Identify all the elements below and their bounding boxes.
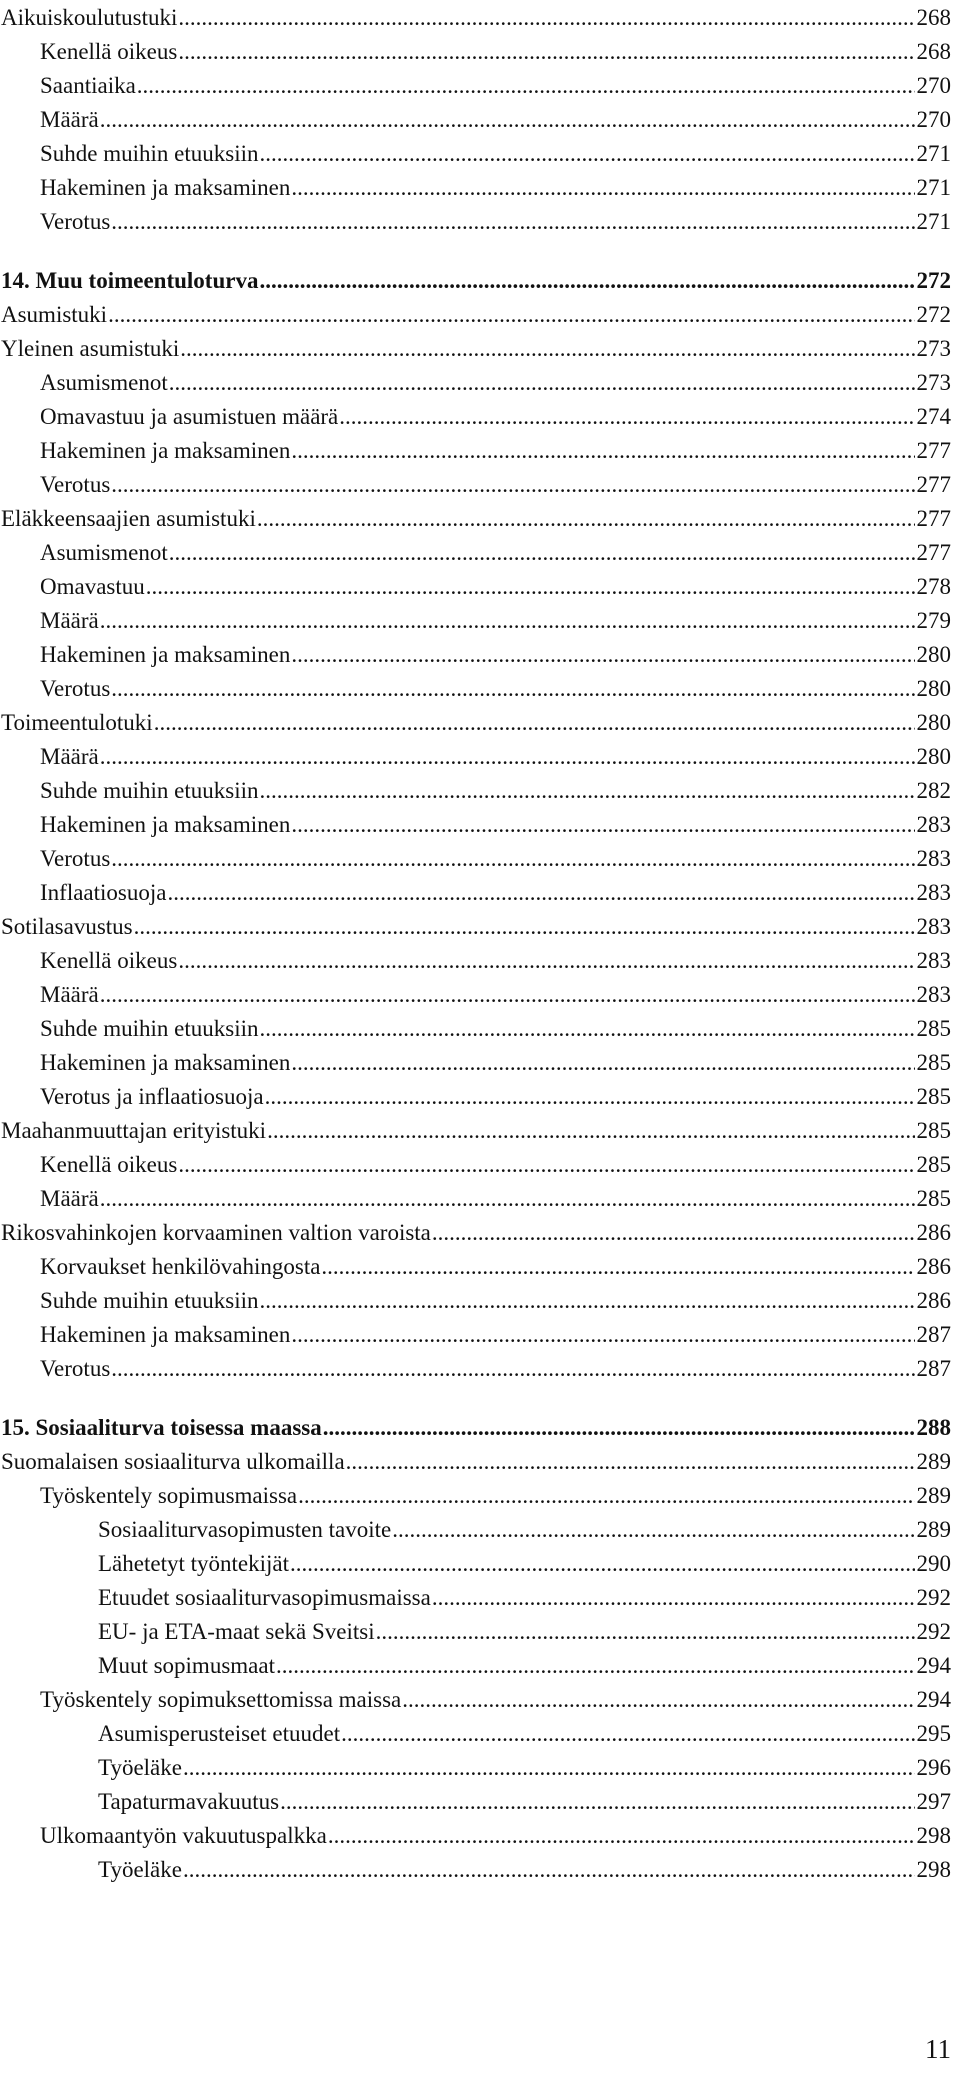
toc-entry-page: 286 bbox=[916, 1220, 951, 1245]
toc-entry-page: 280 bbox=[916, 676, 951, 701]
dot-leader bbox=[100, 740, 915, 774]
dot-leader bbox=[146, 570, 915, 604]
dot-leader bbox=[280, 1785, 914, 1819]
toc-entry-page: 277 bbox=[916, 438, 951, 463]
toc-entry-page: 285 bbox=[916, 1118, 951, 1143]
toc-entry[interactable] bbox=[98, 1547, 951, 1581]
toc-entry-title: Rikosvahinkojen korvaaminen valtion varoista bbox=[1, 1220, 431, 1245]
toc-entry[interactable] bbox=[40, 1250, 951, 1284]
dot-leader bbox=[100, 103, 915, 137]
toc-entry[interactable] bbox=[40, 137, 951, 171]
toc-entry-page: 283 bbox=[916, 812, 951, 837]
toc-entry-page: 298 bbox=[916, 1823, 951, 1848]
dot-leader bbox=[323, 1411, 915, 1445]
toc-entry-title: Suhde muihin etuuksiin bbox=[40, 1016, 259, 1041]
toc-entry[interactable] bbox=[98, 1649, 951, 1683]
toc-entry-title: Inflaatiosuoja bbox=[40, 880, 167, 905]
toc-entry-title: Hakeminen ja maksaminen bbox=[40, 812, 291, 837]
dot-leader bbox=[290, 1547, 915, 1581]
toc-entry[interactable] bbox=[98, 1615, 951, 1649]
dot-leader bbox=[260, 1012, 915, 1046]
toc-entry-title: Kenellä oikeus bbox=[40, 1152, 178, 1177]
toc-entry[interactable] bbox=[1, 910, 951, 944]
toc-entry-title: EU- ja ETA-maat sekä Sveitsi bbox=[98, 1619, 375, 1644]
dot-leader bbox=[100, 604, 915, 638]
toc-entry-title: Verotus ja inflaatiosuoja bbox=[40, 1084, 264, 1109]
dot-leader bbox=[169, 536, 915, 570]
toc-entry[interactable] bbox=[40, 1046, 951, 1080]
dot-leader bbox=[137, 69, 915, 103]
toc-entry-title: Verotus bbox=[40, 472, 111, 497]
dot-leader bbox=[265, 1080, 915, 1114]
dot-leader bbox=[341, 1717, 914, 1751]
toc-entry-page: 278 bbox=[916, 574, 951, 599]
toc-entry-page: 271 bbox=[916, 175, 951, 200]
toc-entry-title: Verotus bbox=[40, 676, 111, 701]
toc-entry-page: 280 bbox=[916, 642, 951, 667]
toc-entry[interactable] bbox=[98, 1717, 951, 1751]
toc-entry-title: Työskentely sopimusmaissa bbox=[40, 1483, 298, 1508]
toc-entry-page: 297 bbox=[916, 1789, 951, 1814]
toc-entry-title: Työskentely sopimuksettomissa maissa bbox=[40, 1687, 402, 1712]
toc-entry-page: 273 bbox=[916, 336, 951, 361]
toc-entry[interactable] bbox=[1, 706, 951, 740]
toc-entry-title: 14. Muu toimeentuloturva bbox=[1, 268, 259, 293]
toc-entry-title: Etuudet sosiaaliturvasopimusmaissa bbox=[98, 1585, 431, 1610]
toc-entry[interactable] bbox=[1, 1114, 951, 1148]
toc-entry-title: Hakeminen ja maksaminen bbox=[40, 438, 291, 463]
toc-entry-title: Määrä bbox=[40, 1186, 99, 1211]
toc-entry-title: Muut sopimusmaat bbox=[98, 1653, 275, 1678]
toc-entry-title: Kenellä oikeus bbox=[40, 948, 178, 973]
toc-entry-title: Toimeentulotuki bbox=[1, 710, 153, 735]
toc-entry-title: Määrä bbox=[40, 982, 99, 1007]
toc-entry[interactable] bbox=[40, 366, 951, 400]
toc-entry-title: Lähetetyt työntekijät bbox=[98, 1551, 289, 1576]
dot-leader bbox=[167, 876, 914, 910]
toc-entry-title: Suhde muihin etuuksiin bbox=[40, 141, 259, 166]
toc-entry-title: Tapaturmavakuutus bbox=[98, 1789, 280, 1814]
toc-entry[interactable] bbox=[1, 1445, 951, 1479]
toc-entry-page: 285 bbox=[916, 1016, 951, 1041]
toc-entry-page: 280 bbox=[916, 710, 951, 735]
toc-entry-page: 277 bbox=[916, 506, 951, 531]
toc-entry-page: 273 bbox=[916, 370, 951, 395]
toc-entry-title: Sotilasavustus bbox=[1, 914, 133, 939]
toc-entry-page: 270 bbox=[916, 73, 951, 98]
dot-leader bbox=[178, 35, 914, 69]
toc-entry[interactable] bbox=[40, 1683, 951, 1717]
dot-leader bbox=[100, 978, 915, 1012]
dot-leader bbox=[291, 434, 914, 468]
toc-entry[interactable] bbox=[40, 536, 951, 570]
dot-leader bbox=[276, 1649, 915, 1683]
toc-entry-page: 268 bbox=[916, 5, 951, 30]
toc-entry-title: Yleinen asumistuki bbox=[1, 336, 180, 361]
toc-entry-page: 285 bbox=[916, 1050, 951, 1075]
dot-leader bbox=[432, 1216, 915, 1250]
toc-entry-title: Asumisperusteiset etuudet bbox=[98, 1721, 341, 1746]
toc-entry-page: 289 bbox=[916, 1483, 951, 1508]
toc-entry-title: Aikuiskoulutustuki bbox=[1, 5, 178, 30]
toc-entry[interactable] bbox=[40, 672, 951, 706]
toc-entry-page: 277 bbox=[916, 540, 951, 565]
dot-leader bbox=[260, 1284, 915, 1318]
toc-entry-page: 295 bbox=[916, 1721, 951, 1746]
toc-entry[interactable] bbox=[40, 740, 951, 774]
dot-leader bbox=[183, 1751, 915, 1785]
toc-entry-title: Kenellä oikeus bbox=[40, 39, 178, 64]
toc-entry[interactable] bbox=[40, 876, 951, 910]
toc-entry-page: 283 bbox=[916, 880, 951, 905]
toc-entry[interactable] bbox=[40, 570, 951, 604]
dot-leader bbox=[432, 1581, 915, 1615]
dot-leader bbox=[291, 808, 914, 842]
toc-entry[interactable] bbox=[40, 944, 951, 978]
toc-entry[interactable] bbox=[40, 468, 951, 502]
toc-entry[interactable] bbox=[40, 638, 951, 672]
dot-leader bbox=[376, 1615, 915, 1649]
dot-leader bbox=[291, 1318, 914, 1352]
toc-entry[interactable] bbox=[98, 1785, 951, 1819]
toc-entry-page: 271 bbox=[916, 209, 951, 234]
toc-entry-page: 270 bbox=[916, 107, 951, 132]
toc-entry-title: Hakeminen ja maksaminen bbox=[40, 1322, 291, 1347]
page-number: 11 bbox=[925, 2034, 951, 2064]
dot-leader bbox=[260, 137, 915, 171]
dot-leader bbox=[260, 774, 915, 808]
toc-entry-title: Hakeminen ja maksaminen bbox=[40, 642, 291, 667]
dot-leader bbox=[392, 1513, 914, 1547]
toc-entry[interactable] bbox=[40, 103, 951, 137]
toc-entry-title: Eläkkeensaajien asumistuki bbox=[1, 506, 256, 531]
dot-leader bbox=[111, 672, 914, 706]
toc-entry[interactable] bbox=[1, 502, 951, 536]
toc-entry-title: Omavastuu ja asumistuen määrä bbox=[40, 404, 339, 429]
toc-entry[interactable] bbox=[40, 978, 951, 1012]
toc-entry-page: 286 bbox=[916, 1254, 951, 1279]
toc-entry-page: 282 bbox=[916, 778, 951, 803]
dot-leader bbox=[183, 1853, 915, 1887]
dot-leader bbox=[154, 706, 915, 740]
toc-entry-page: 285 bbox=[916, 1152, 951, 1177]
toc-entry-page: 285 bbox=[916, 1186, 951, 1211]
toc-entry-page: 268 bbox=[916, 39, 951, 64]
toc-entry-page: 294 bbox=[916, 1687, 951, 1712]
toc-entry-page: 272 bbox=[916, 302, 951, 327]
dot-leader bbox=[257, 502, 915, 536]
toc-entry-title: Maahanmuuttajan erityistuki bbox=[1, 1118, 267, 1143]
dot-leader bbox=[111, 468, 914, 502]
toc-entry-page: 272 bbox=[916, 268, 951, 293]
toc-entry-page: 287 bbox=[916, 1322, 951, 1347]
toc-entry-page: 280 bbox=[916, 744, 951, 769]
toc-entry-page: 296 bbox=[916, 1755, 951, 1780]
toc-entry[interactable] bbox=[98, 1513, 951, 1547]
toc-entry[interactable] bbox=[98, 1581, 951, 1615]
toc-entry[interactable] bbox=[98, 1853, 951, 1887]
toc-entry-page: 292 bbox=[916, 1619, 951, 1644]
toc-entry-title: Verotus bbox=[40, 846, 111, 871]
dot-leader bbox=[291, 638, 914, 672]
toc-entry-title: Ulkomaantyön vakuutuspalkka bbox=[40, 1823, 327, 1848]
toc-entry-title: Määrä bbox=[40, 608, 99, 633]
toc-entry-page: 288 bbox=[916, 1415, 951, 1440]
toc-entry-title: Työeläke bbox=[98, 1857, 182, 1882]
dot-leader bbox=[328, 1819, 915, 1853]
toc-entry-title: Määrä bbox=[40, 744, 99, 769]
dot-leader bbox=[291, 1046, 914, 1080]
toc-entry[interactable] bbox=[40, 434, 951, 468]
toc-entry[interactable] bbox=[1, 264, 951, 298]
toc-entry[interactable] bbox=[1, 1216, 951, 1250]
toc-entry-title: Korvaukset henkilövahingosta bbox=[40, 1254, 321, 1279]
toc-entry-page: 290 bbox=[916, 1551, 951, 1576]
toc-entry-page: 287 bbox=[916, 1356, 951, 1381]
dot-leader bbox=[259, 264, 914, 298]
dot-leader bbox=[178, 944, 914, 978]
toc-entry[interactable] bbox=[1, 332, 951, 366]
toc-entry-title: 15. Sosiaaliturva toisessa maassa bbox=[1, 1415, 322, 1440]
toc-entry-title: Asumistuki bbox=[1, 302, 108, 327]
toc-entry-page: 277 bbox=[916, 472, 951, 497]
toc-entry-title: Työeläke bbox=[98, 1755, 182, 1780]
toc-entry[interactable] bbox=[40, 205, 951, 239]
dot-leader bbox=[169, 366, 915, 400]
toc-entry-title: Hakeminen ja maksaminen bbox=[40, 175, 291, 200]
dot-leader bbox=[321, 1250, 914, 1284]
toc-entry[interactable] bbox=[40, 171, 951, 205]
toc-entry[interactable] bbox=[40, 1318, 951, 1352]
toc-entry[interactable] bbox=[40, 1479, 951, 1513]
toc-entry[interactable] bbox=[40, 1080, 951, 1114]
toc-entry[interactable] bbox=[40, 1148, 951, 1182]
toc-entry-page: 283 bbox=[916, 846, 951, 871]
toc-entry[interactable] bbox=[40, 1819, 951, 1853]
toc-entry-page: 283 bbox=[916, 982, 951, 1007]
dot-leader bbox=[346, 1445, 915, 1479]
toc-entry-page: 289 bbox=[916, 1449, 951, 1474]
dot-leader bbox=[111, 842, 914, 876]
toc-entry[interactable] bbox=[40, 69, 951, 103]
toc-entry[interactable] bbox=[40, 808, 951, 842]
dot-leader bbox=[402, 1683, 914, 1717]
toc-entry-page: 283 bbox=[916, 948, 951, 973]
toc-entry[interactable] bbox=[40, 1284, 951, 1318]
dot-leader bbox=[180, 332, 914, 366]
toc-entry-page: 283 bbox=[916, 914, 951, 939]
toc-entry-title: Omavastuu bbox=[40, 574, 145, 599]
toc-entry[interactable] bbox=[98, 1751, 951, 1785]
toc-entry-title: Sosiaaliturvasopimusten tavoite bbox=[98, 1517, 392, 1542]
dot-leader bbox=[100, 1182, 915, 1216]
toc-entry-page: 285 bbox=[916, 1084, 951, 1109]
dot-leader bbox=[267, 1114, 914, 1148]
toc-entry[interactable] bbox=[1, 1, 951, 35]
dot-leader bbox=[339, 400, 914, 434]
toc-entry[interactable] bbox=[1, 1411, 951, 1445]
dot-leader bbox=[111, 205, 914, 239]
dot-leader bbox=[111, 1352, 914, 1386]
toc-entry[interactable] bbox=[40, 774, 951, 808]
toc-entry-page: 289 bbox=[916, 1517, 951, 1542]
toc-entry-title: Suhde muihin etuuksiin bbox=[40, 778, 259, 803]
toc-entry-page: 294 bbox=[916, 1653, 951, 1678]
dot-leader bbox=[178, 1148, 914, 1182]
toc-entry-page: 298 bbox=[916, 1857, 951, 1882]
toc-entry[interactable] bbox=[40, 400, 951, 434]
dot-leader bbox=[178, 1, 914, 35]
dot-leader bbox=[291, 171, 914, 205]
toc-entry[interactable] bbox=[40, 1182, 951, 1216]
toc-entry[interactable] bbox=[40, 842, 951, 876]
toc-entry-page: 279 bbox=[916, 608, 951, 633]
dot-leader bbox=[298, 1479, 914, 1513]
dot-leader bbox=[134, 910, 915, 944]
toc-entry[interactable] bbox=[40, 604, 951, 638]
toc-entry-title: Hakeminen ja maksaminen bbox=[40, 1050, 291, 1075]
toc-entry-page: 286 bbox=[916, 1288, 951, 1313]
toc-entry-title: Asumismenot bbox=[40, 540, 168, 565]
toc-entry-title: Suomalaisen sosiaaliturva ulkomailla bbox=[1, 1449, 345, 1474]
toc-entry[interactable] bbox=[40, 1352, 951, 1386]
toc-entry-title: Verotus bbox=[40, 1356, 111, 1381]
toc-entry-page: 271 bbox=[916, 141, 951, 166]
dot-leader bbox=[108, 298, 914, 332]
toc-entry-title: Saantiaika bbox=[40, 73, 136, 98]
toc-entry[interactable] bbox=[40, 35, 951, 69]
toc-entry-page: 292 bbox=[916, 1585, 951, 1610]
toc-entry[interactable] bbox=[40, 1012, 951, 1046]
toc-entry[interactable] bbox=[1, 298, 951, 332]
toc-entry-title: Verotus bbox=[40, 209, 111, 234]
toc-entry-title: Suhde muihin etuuksiin bbox=[40, 1288, 259, 1313]
toc-entry-title: Määrä bbox=[40, 107, 99, 132]
toc-entry-title: Asumismenot bbox=[40, 370, 168, 395]
toc-entry-page: 274 bbox=[916, 404, 951, 429]
